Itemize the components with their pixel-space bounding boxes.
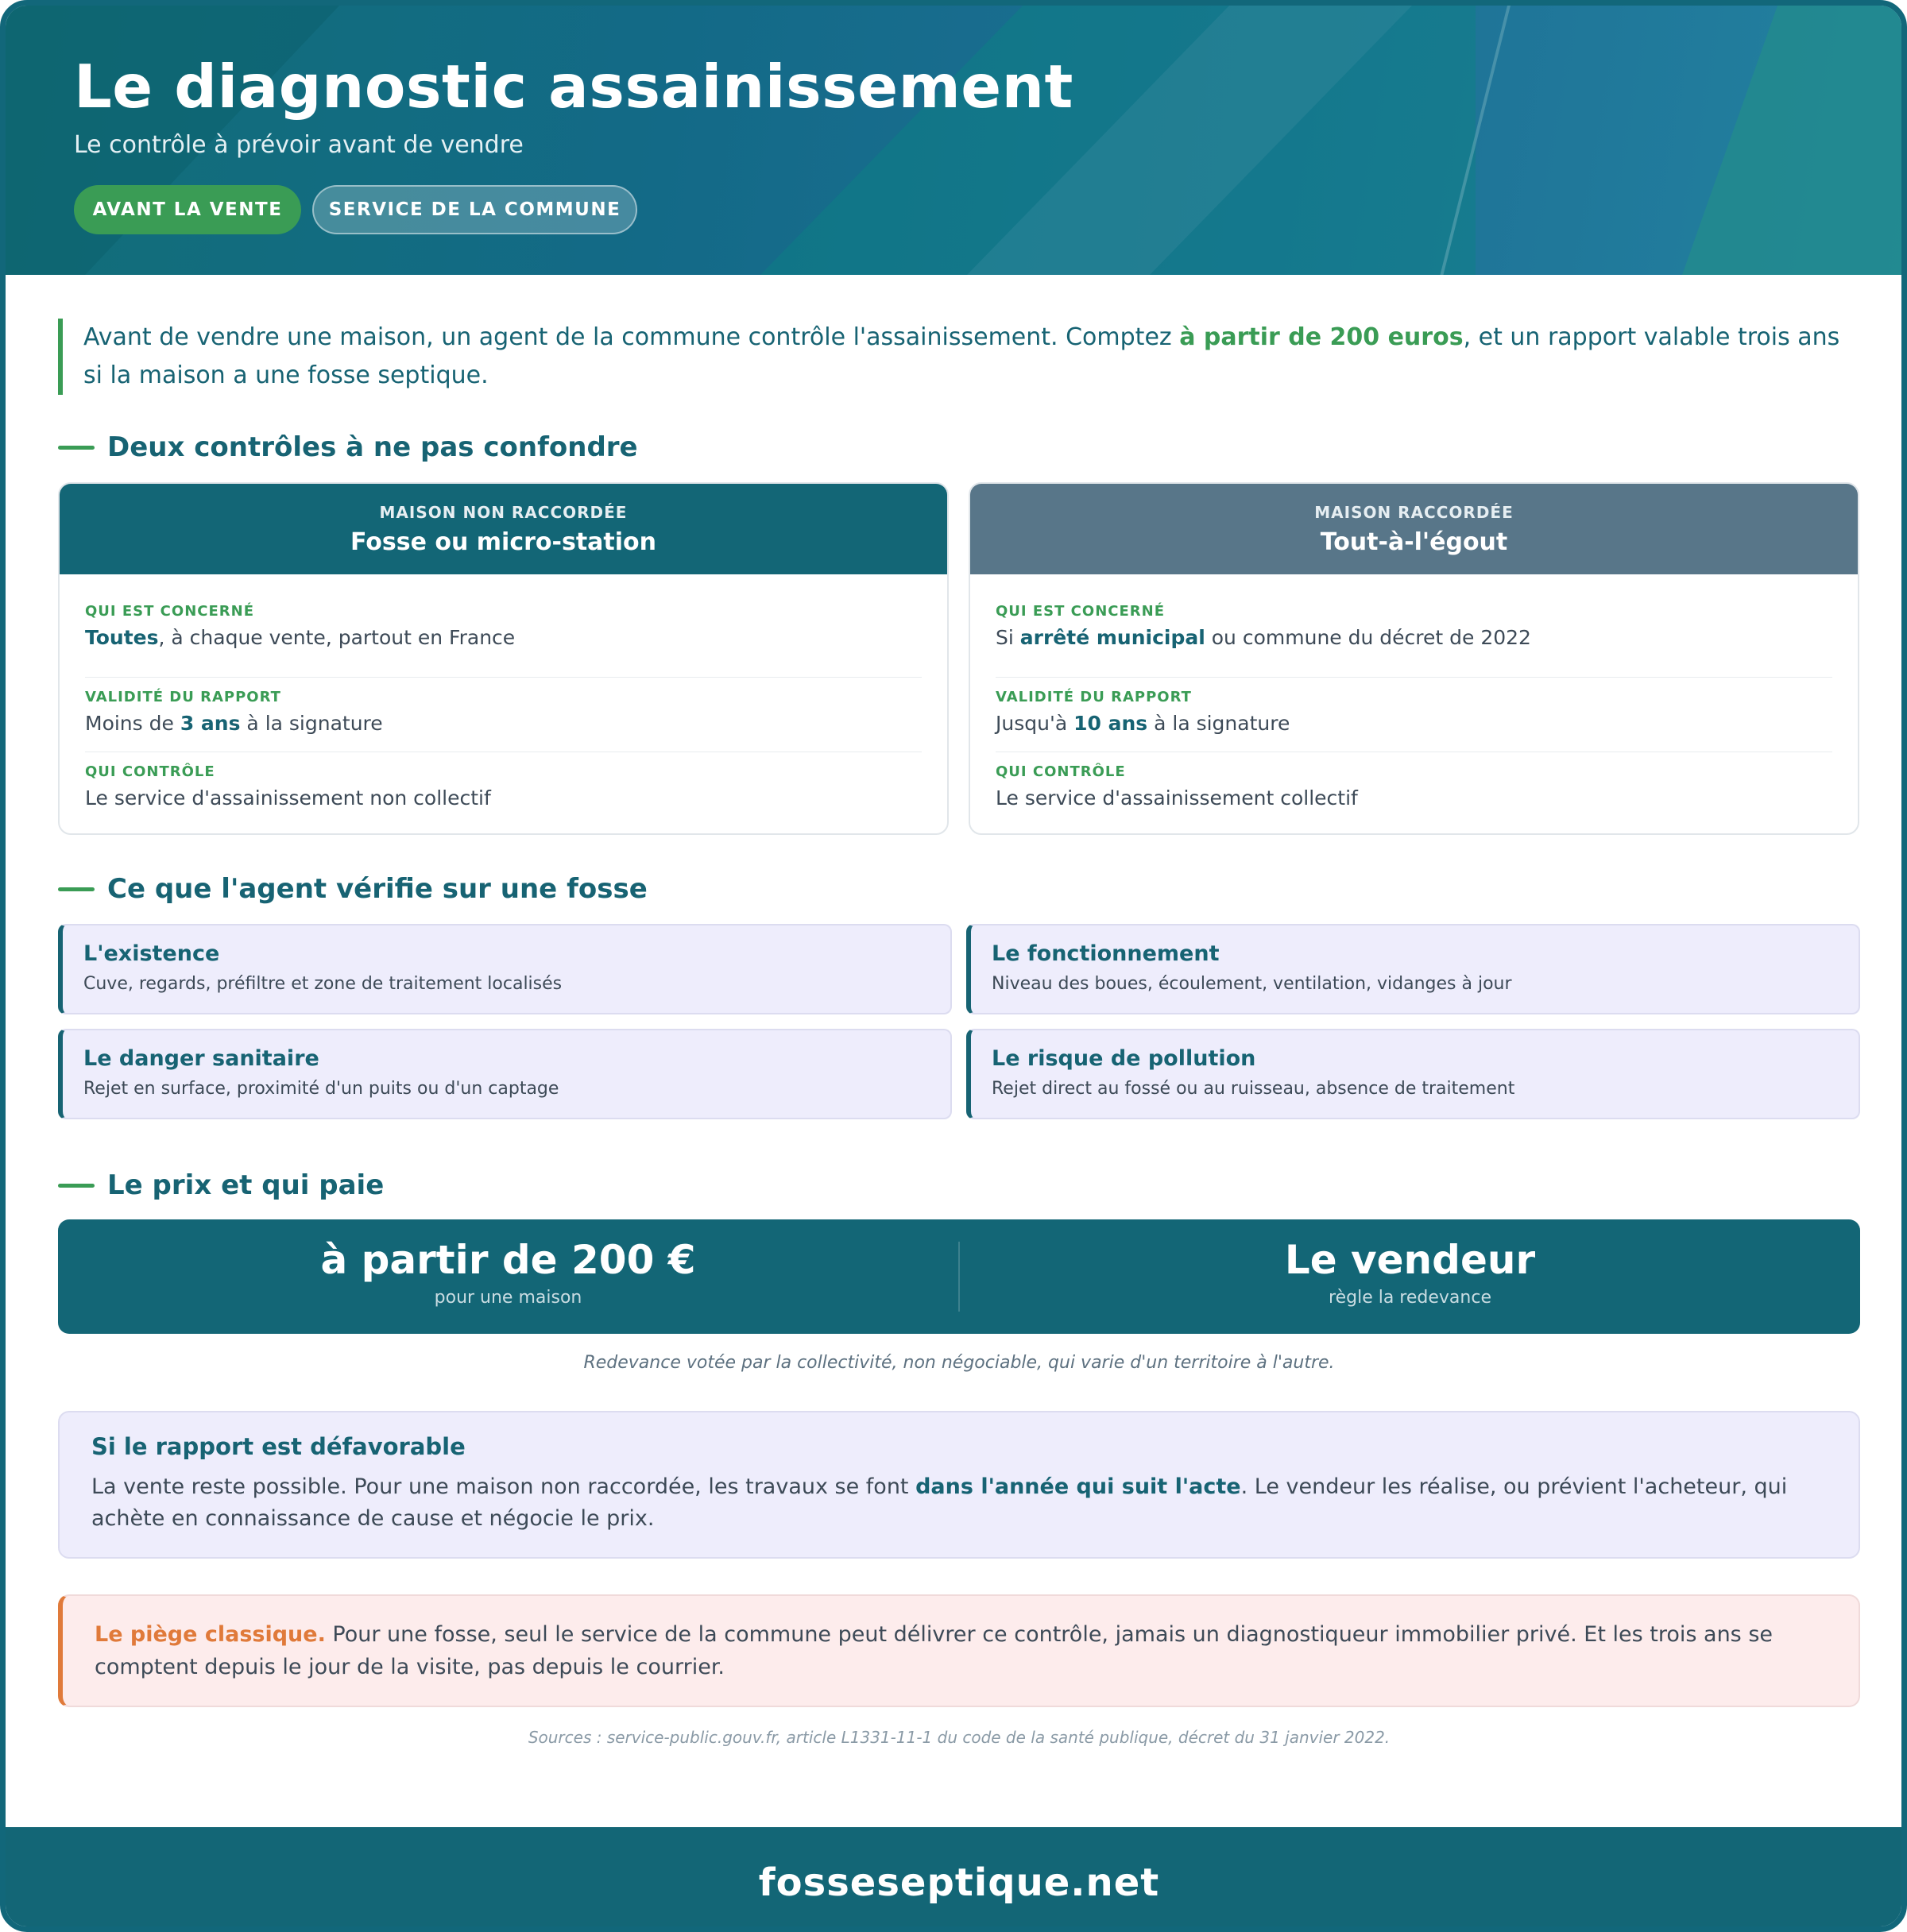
price-cell-amount — [58, 1219, 958, 1334]
row-value — [996, 626, 1832, 649]
price-note: Redevance votée par la collectivité, non négociable, qui varie d'un territoire à l'autre. — [583, 1353, 1335, 1373]
intro-text: , et un rapport valable trois ans si la maison a une fosse septique. — [83, 323, 1840, 389]
box-title: Si le rapport est défavorable — [91, 1433, 466, 1460]
warning-text: Pour une fosse, seul le service de la commune peut délivrer ce contrôle, jamais un diagnostiqueur immobilier privé. Et les trois ans se comptent depuis le jour de la visite, pas depuis le courrier. — [95, 1622, 1774, 1679]
row-value-strong: 10 ans — [1073, 712, 1148, 735]
check-item-existence — [58, 924, 952, 1014]
row-label: QUI CONTRÔLE — [996, 763, 1126, 780]
row-value: Le service d'assainissement non collectif — [85, 786, 491, 810]
row-label: VALIDITÉ DU RAPPORT — [85, 689, 281, 705]
check-description: Cuve, regards, préfiltre et zone de traitement localisés — [83, 974, 563, 994]
row-label: QUI EST CONCERNÉ — [996, 603, 1165, 620]
heading-dash — [58, 446, 95, 450]
hero-decoration — [1682, 6, 1907, 275]
row-value-text: à la signature — [240, 712, 383, 735]
payer-caption: règle la redevance — [1329, 1288, 1491, 1308]
intro-text: Avant de vendre une maison, un agent de la commune contrôle l'assainissement. Comptez — [83, 323, 1180, 351]
box-text — [91, 1471, 1827, 1535]
card-row — [85, 603, 922, 678]
price-banner — [58, 1219, 1860, 1334]
box-text-strong: dans l'année qui suit l'acte — [915, 1474, 1241, 1499]
row-value: Le service d'assainissement collectif — [996, 786, 1358, 810]
row-value — [996, 712, 1832, 735]
card-body — [60, 574, 947, 827]
tag-municipal-service: SERVICE DE LA COMMUNE — [312, 185, 637, 234]
hero-banner — [6, 6, 1907, 275]
row-value — [85, 712, 922, 735]
card-header — [970, 484, 1858, 574]
page-subtitle: Le contrôle à prévoir avant de vendre — [74, 131, 524, 159]
card-connected — [969, 482, 1859, 835]
tag-before-sale: AVANT LA VENTE — [74, 185, 301, 234]
card-row — [996, 603, 1832, 678]
card-title: Tout-à-l'égout — [1320, 528, 1508, 556]
price-cell-payer — [960, 1219, 1860, 1334]
price-caption: pour une maison — [434, 1288, 582, 1308]
section-heading-text: Ce que l'agent vérifie sur une fosse — [107, 873, 648, 905]
check-description: Niveau des boues, écoulement, ventilation, vidanges à jour — [992, 974, 1512, 994]
row-value-strong: arrêté municipal — [1019, 626, 1205, 649]
row-value-text: Si — [996, 626, 1020, 649]
row-value — [85, 626, 922, 649]
intro-paragraph — [58, 319, 1862, 395]
section-heading-text: Deux contrôles à ne pas confondre — [107, 431, 638, 463]
row-value-text: Jusqu'à — [996, 712, 1074, 735]
heading-dash — [58, 887, 95, 891]
heading-dash — [58, 1184, 95, 1188]
check-description: Rejet en surface, proximité d'un puits ou d'un captage — [83, 1079, 559, 1099]
card-row — [85, 752, 922, 827]
check-title: Le risque de pollution — [992, 1046, 1256, 1071]
card-row — [996, 752, 1832, 827]
row-value-strong: Toutes — [85, 626, 159, 649]
row-value-text: à la signature — [1147, 712, 1290, 735]
section-heading-text: Le prix et qui paie — [107, 1169, 385, 1201]
card-title: Fosse ou micro-station — [350, 528, 657, 556]
row-label: QUI CONTRÔLE — [85, 763, 215, 780]
page-title: Le diagnostic assainissement — [74, 52, 1073, 122]
payer-label: Le vendeur — [1284, 1237, 1536, 1283]
card-kicker: MAISON RACCORDÉE — [1314, 503, 1514, 522]
section-heading-checks — [58, 871, 648, 906]
section-heading-price — [58, 1168, 384, 1203]
footer-site-name: fosseseptique.net — [6, 1827, 1907, 1932]
check-title: L'existence — [83, 941, 220, 966]
check-item-functioning — [966, 924, 1860, 1014]
card-header — [60, 484, 947, 574]
check-item-health-danger — [58, 1029, 952, 1119]
card-kicker: MAISON NON RACCORDÉE — [379, 503, 628, 522]
warning-box — [58, 1594, 1860, 1707]
price-amount: à partir de 200 € — [320, 1237, 696, 1283]
row-value-strong: 3 ans — [180, 712, 241, 735]
card-not-connected — [58, 482, 949, 835]
check-description: Rejet direct au fossé ou au ruisseau, absence de traitement — [992, 1079, 1515, 1099]
check-title: Le fonctionnement — [992, 941, 1220, 966]
unfavourable-report-box — [58, 1411, 1860, 1559]
sources-note: Sources : service-public.gouv.fr, article L1331-11-1 du code de la santé publique, décret du 31 janvier 2022. — [528, 1728, 1391, 1747]
box-text-part: . Le vendeur les réalise, ou prévient l'acheteur, qui achète en connaissance de cause et négocie le prix. — [91, 1474, 1788, 1531]
row-value-text: Moins de — [85, 712, 180, 735]
card-body — [970, 574, 1858, 827]
check-title: Le danger sanitaire — [83, 1046, 319, 1071]
row-label: VALIDITÉ DU RAPPORT — [996, 689, 1192, 705]
warning-lead: Le piège classique. — [95, 1622, 326, 1647]
card-row — [85, 678, 922, 752]
row-label: QUI EST CONCERNÉ — [85, 603, 254, 620]
check-item-pollution-risk — [966, 1029, 1860, 1119]
box-text-part: La vente reste possible. Pour une maison non raccordée, les travaux se font — [91, 1474, 916, 1499]
intro-price-highlight: à partir de 200 euros — [1179, 323, 1464, 351]
section-heading-compare — [58, 430, 638, 465]
row-value-text: ou commune du décret de 2022 — [1205, 626, 1531, 649]
card-row — [996, 678, 1832, 752]
row-value-text: , à chaque vente, partout en France — [158, 626, 516, 649]
